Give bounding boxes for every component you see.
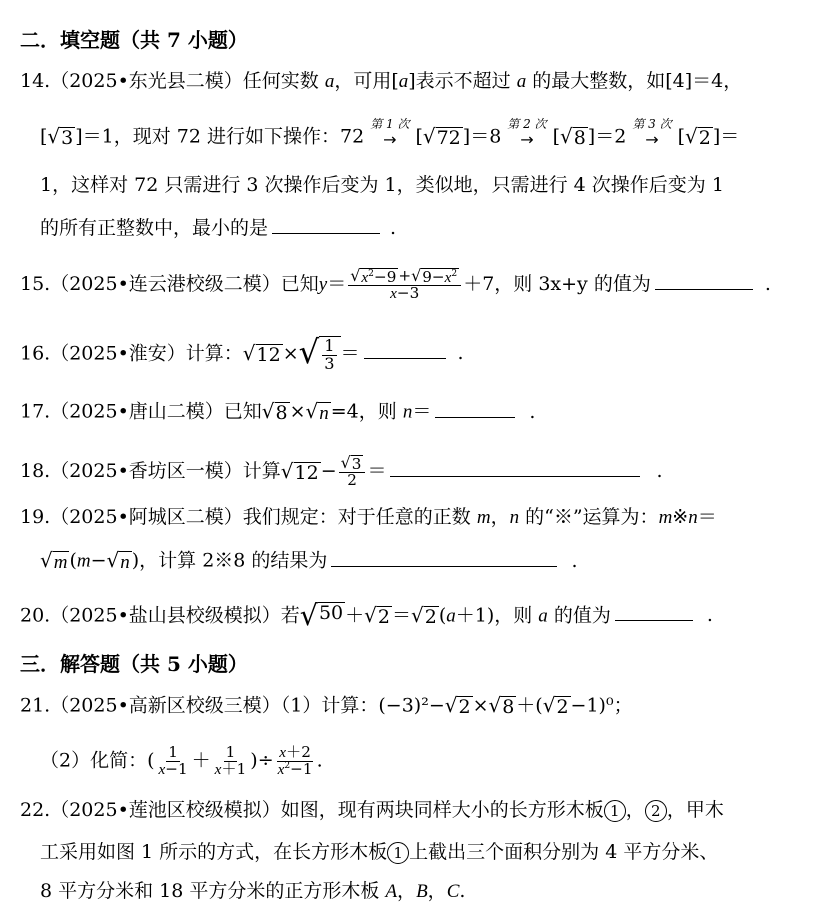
question-15: 15.（2025•连云港校级二模）已知y＝ √ $x^2-9$ + √ $9-x^2$ x−3 ＋7，则 3x+y 的值为 . <box>20 266 771 303</box>
circled-one: 1 <box>387 842 409 864</box>
operation-arrow: 第 2 次 → <box>507 117 547 149</box>
question-22-line-2: 工采用如图 1 所示的方式，在长方形木板 1 上截出三个面积分别为 4 平方分米、 <box>40 841 719 863</box>
answer-blank[interactable] <box>435 416 515 418</box>
answer-blank[interactable] <box>615 619 693 621</box>
question-14-line-3: 1，这样对 72 只需进行 3 次操作后变为 1，类似地，只需进行 4 次操作后变为 1 <box>40 174 724 196</box>
answer-blank[interactable] <box>331 565 557 567</box>
section-title-answers: 三．解答题（共 5 小题） <box>20 652 248 676</box>
section-title-fill-in: 二．填空题（共 7 小题） <box>20 28 248 52</box>
question-14-line-1: 14.（2025•东光县二模）任何实数 a，可用[a]表示不超过 a 的最大整数，如[4]＝4， <box>20 70 743 92</box>
question-14-line-2: [ √ 3 ]＝1，现对 72 进行如下操作：72 第 1 次 → [ √ 72 ]＝8 第 2 次 → [ √ 8 ]＝2 第 3 次 → [ √ 2 ]＝ <box>40 117 740 149</box>
question-number: 14. <box>20 70 51 92</box>
question-19-line-1: 19.（2025•阿城区二模）我们规定：对于任意的正数 m，n 的“※”运算为：m※n＝ <box>20 506 717 528</box>
question-22-line-1: 22.（2025•莲池区校级模拟）如图，现有两块同样大小的长方形木板 1 ， 2 ，甲木 <box>20 799 724 821</box>
question-18: 18.（2025•香坊区一模）计算 √ 12 − √ 3 2 ＝ . <box>20 453 663 490</box>
question-14-line-4: 的所有正整数中，最小的是 . <box>40 217 397 239</box>
answer-blank[interactable] <box>655 288 753 290</box>
question-21-line-1: 21.（2025•高新区校级三模）（1）计算：(−3)²− √ 2 × √ 8 ＋( √ 2 −1)⁰； <box>20 693 633 718</box>
fraction: √ $x^2-9$ + √ $9-x^2$ x−3 <box>348 268 461 302</box>
circled-two: 2 <box>645 800 667 822</box>
operation-arrow: 第 3 次 → <box>632 117 672 149</box>
question-21-line-2: （2）化简：( $\frac{1}{x-1}$ ＋ $\frac{1}{x+1}$ )÷ $\frac{x+2}{x^2-1}$ . <box>40 743 323 779</box>
question-16: 16.（2025•淮安）计算： √ 12 × √ $\frac{1}{3}$ ＝ . <box>20 333 464 373</box>
question-22-line-3: 8 平方分米和 18 平方分米的正方形木板 A，B，C. <box>40 880 466 902</box>
circled-one: 1 <box>604 800 626 822</box>
question-19-line-2: √ m (m− √ n )，计算 2※8 的结果为 . <box>40 548 578 573</box>
operation-arrow: 第 1 次 → <box>370 117 410 149</box>
answer-blank[interactable] <box>364 357 446 359</box>
question-17: 17.（2025•唐山二模）已知 √ 8 × √ n =4，则 n＝ . <box>20 399 536 424</box>
answer-blank[interactable] <box>390 475 640 477</box>
question-20: 20.（2025•盐山县校级模拟）若 √ 50 ＋ √ 2 ＝ √ 2 (a＋1)，则 a 的值为 . <box>20 599 713 632</box>
answer-blank[interactable] <box>272 232 380 234</box>
question-source: （2025•东光县二模） <box>50 70 243 92</box>
